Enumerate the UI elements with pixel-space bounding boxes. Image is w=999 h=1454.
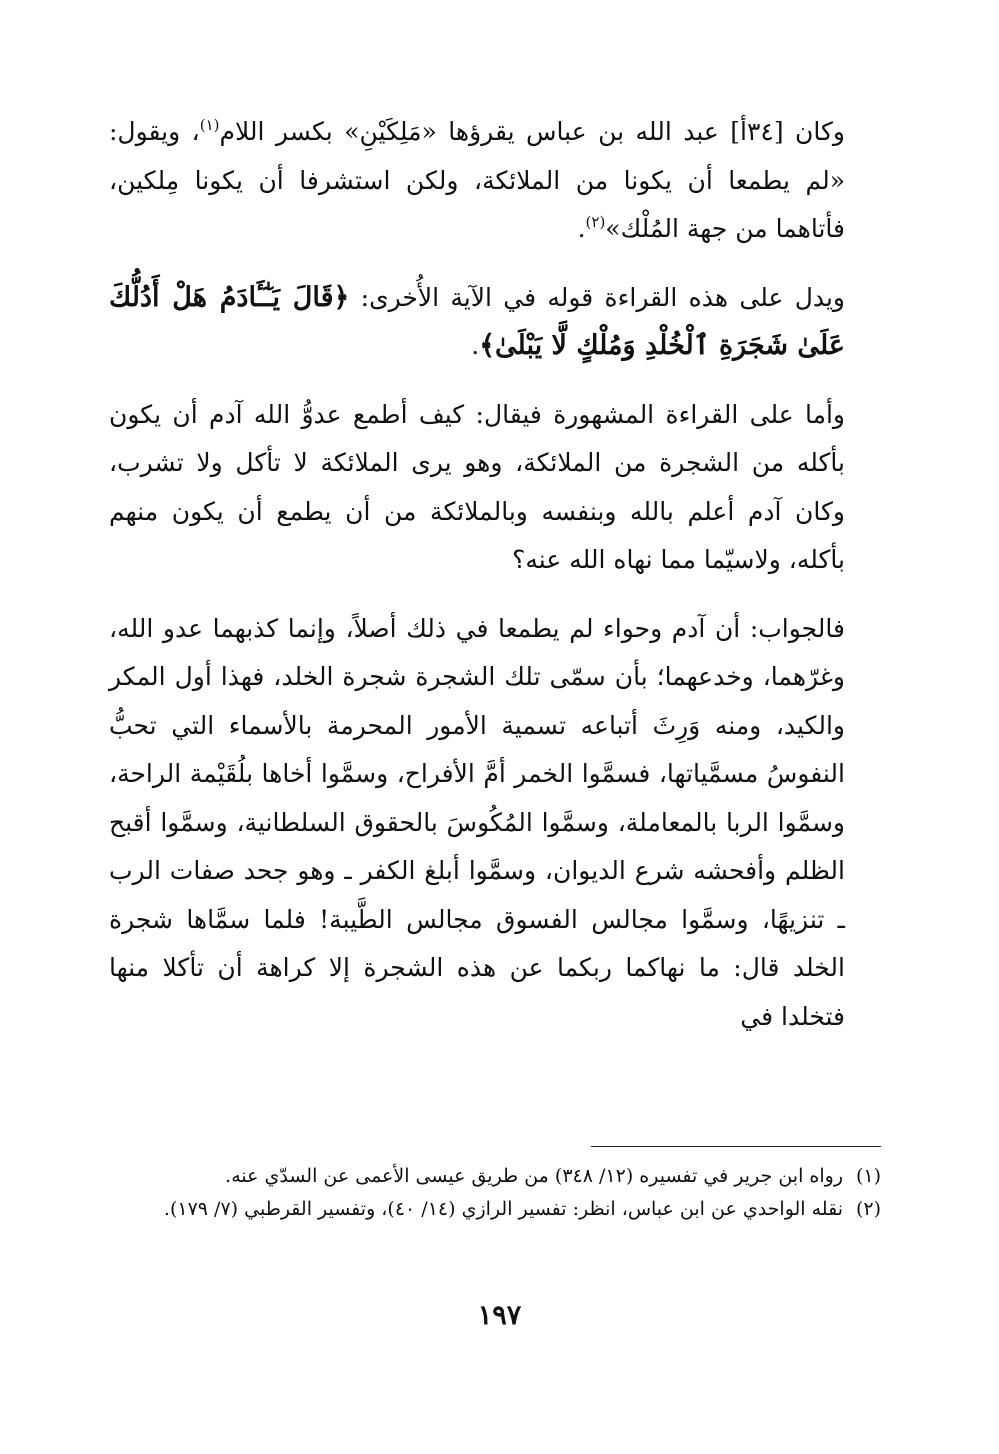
main-text [109,108,881,1061]
quran-verse: ﴿قَالَ يَـٰٓـَٔادَمُ هَلْ أَدُلُّكَ عَلَىٰ شَجَرَةِ ٱلْخُلْدِ وَمُلْكٍ لَّا يَبْلَىٰ﴾ [109,281,845,361]
footnote-separator [591,1146,881,1147]
paragraph-3-text: وأما على القراءة المشهورة فيقال: كيف أطمع عدوُّ الله آدم أن يكون بأكله من الشجرة من الملائكة، وهو يرى الملائكة لا تأكل ولا تشرب، وكان آدم أعلم بالله وبنفسه وبالملائكة من أن يطمع أن يكون منهم بأكله، ولاسيّما مما نهاه الله عنه؟ [109,399,845,574]
footnote-2-number: (٢) [855,1198,881,1220]
paragraph-1-text-c: . [577,214,586,243]
page-number: ١٩٧ [477,1300,522,1331]
footnotes [109,1160,881,1226]
paragraph-2-text-b: . [471,331,480,360]
paragraph-4 [109,605,881,1042]
paragraph-1-text-a: وكان [٣٤أ] عبد الله بن عباس يقرؤها «مَلِكَيْنِ» بكسر اللام [219,117,845,146]
paragraph-2-text-a: ويدل على هذه القراءة قوله في الآية الأُخرى: [349,282,846,312]
paragraph-1-text-b: ، ويقول: «لم يطمعا أن يكونا من الملائكة، ولكن استشرفا أن يكونا مِلكين، فأتاهما من جهة المُلْك» [109,117,845,243]
footnote-ref-2: (٢) [585,213,606,231]
footnote-1-text: رواه ابن جرير في تفسيره (١٢/ ٣٤٨) من طريق عيسى الأعمى عن السدّي عنه. [225,1165,843,1187]
footnote-ref-1: (١) [199,116,220,134]
footnote-1 [109,1160,881,1193]
footnote-2-text: نقله الواحدي عن ابن عباس، انظر: تفسير الرازي (١٤/ ٤٠)، وتفسير القرطبي (٧/ ١٧٩). [163,1198,843,1220]
paragraph-2 [109,274,881,371]
paragraph-4-text: فالجواب: أن آدم وحواء لم يطمعا في ذلك أصلاً، وإنما كذبهما عدو الله، وغرّهما، وخدعهما؛ بأن سمّى تلك الشجرة شجرة الخلد، فهذا أول المكر والكيد، ومنه وَرِثَ أتباعه تسمية الأمور المحرمة بالأسماء التي تحبُّ النفوسُ مسمَّياتها، فسمَّوا الخمر أمَّ الأفراح، وسمَّوا أخاها بلُقَيْمة الراحة، وسمَّوا الربا بالمعاملة، وسمَّوا المُكُوسَ بالحقوق السلطانية، وسمَّوا أقبح الظلم وأفحشه شرع الديوان، وسمَّوا أبلغ الكفر ـ وهو جحد صفات الرب ـ تنزيهًا، وسمَّوا مجالس الفسوق مجالس الطَّيبة! فلما سمَّاها شجرة الخلد قال: ما نهاكما ربكما عن هذه الشجرة إلا كراهة أن تأكلا منها فتخلدا في [109,613,845,1031]
paragraph-3 [109,391,881,585]
paragraph-1 [109,108,881,254]
footnote-2 [109,1193,881,1226]
footnote-1-number: (١) [855,1165,881,1187]
